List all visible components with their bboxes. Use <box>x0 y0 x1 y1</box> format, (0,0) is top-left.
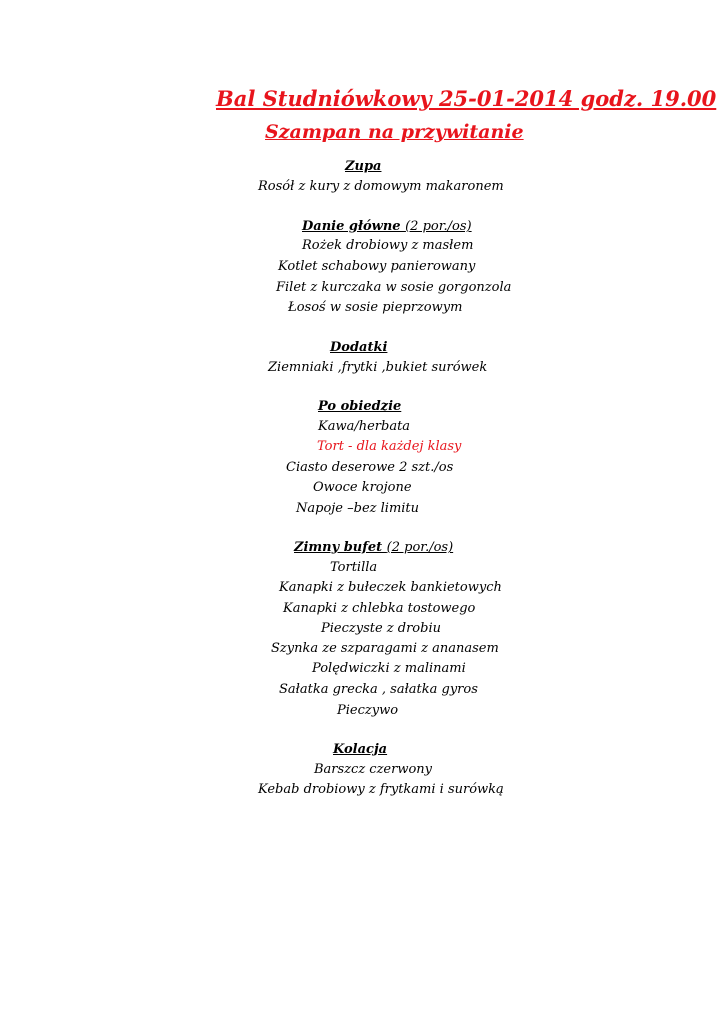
menu-item: Sałatka grecka , sałatka gyros <box>279 682 478 697</box>
menu-item: Filet z kurczaka w sosie gorgonzola <box>276 280 512 295</box>
menu-item: Rosół z kury z domowym makaronem <box>258 179 504 194</box>
menu-item: Ziemniaki ,frytki ,bukiet surówek <box>268 360 488 375</box>
section-heading-label: Danie główne <box>302 219 406 234</box>
menu-item: Szynka ze szparagami z ananasem <box>271 641 499 656</box>
welcome-heading: Szampan na przywitanie <box>265 121 524 143</box>
menu-item: Kanapki z bułeczek bankietowych <box>279 580 502 595</box>
menu-item: Rożek drobiowy z masłem <box>302 238 474 253</box>
menu-item: Kanapki z chlebka tostowego <box>283 601 476 616</box>
menu-item: Kebab drobiowy z frytkami i surówką <box>258 782 504 797</box>
section-heading-dodatki: Dodatki <box>330 340 388 355</box>
section-heading-kolacja: Kolacja <box>333 742 388 757</box>
menu-item: Barszcz czerwony <box>314 762 433 777</box>
menu-item: Łosoś w sosie pieprzowym <box>288 300 463 315</box>
section-heading-zimny-bufet <box>294 541 453 554</box>
menu-item: Ciasto deserowe 2 szt./os <box>286 460 454 475</box>
menu-item: Kotlet schabowy panierowany <box>278 259 476 274</box>
page-title: Bal Studniówkowy 25-01-2014 godz. 19.00 <box>216 86 717 111</box>
section-heading-label: Zimny bufet <box>294 540 387 555</box>
menu-item: Pieczyste z drobiu <box>321 621 441 636</box>
menu-item-highlighted: Tort - dla każdej klasy <box>317 439 462 454</box>
menu-item: Pieczywo <box>337 703 399 718</box>
section-heading-zupa: Zupa <box>345 159 382 174</box>
section-heading-danie-glowne <box>302 220 472 233</box>
menu-item: Napoje –bez limitu <box>296 501 420 516</box>
menu-item: Tortilla <box>330 560 378 575</box>
menu-item: Kawa/herbata <box>318 419 411 434</box>
menu-item: Owoce krojone <box>313 480 412 495</box>
portion-note: (2 por./os) <box>386 540 454 555</box>
portion-note: (2 por./os) <box>405 219 472 234</box>
section-heading-po-obiedzie: Po obiedzie <box>318 399 402 414</box>
menu-item: Polędwiczki z malinami <box>312 661 466 676</box>
